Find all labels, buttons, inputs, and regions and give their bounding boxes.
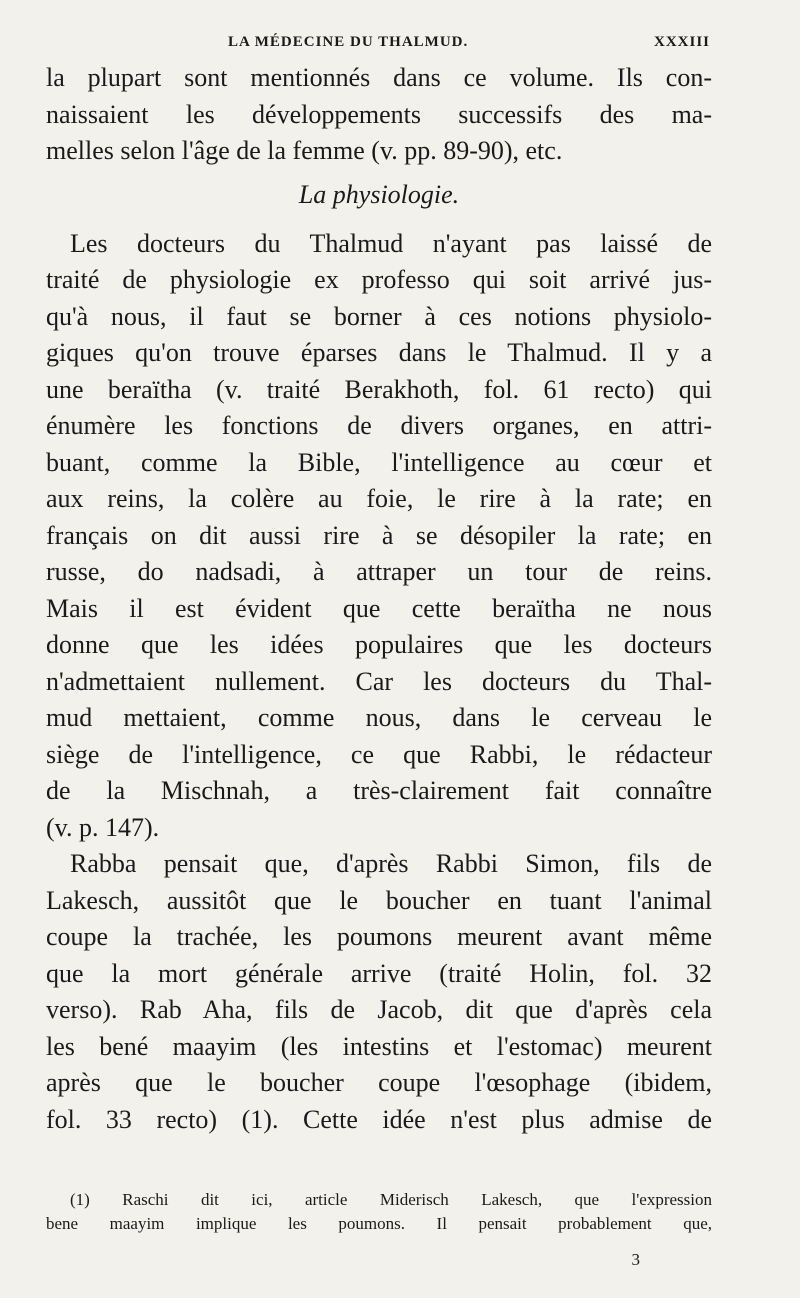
text-line: qu'à nous, il faut se borner à ces notions physiolo- [46,301,712,331]
text-line: de la Mischnah, a très-clairement fait connaître [46,776,712,805]
text-line: russe, do nadsadi, à attraper un tour de reins. [46,557,712,586]
text-line: la plupart sont mentionnés dans ce volume. Ils con- [46,63,712,92]
text-line: français on dit aussi rire à se désopiler la rate; en [46,520,712,550]
text-line: mud mettaient, comme nous, dans le cerveau le [46,703,712,732]
text-line: verso). Rab Aha, fils de Jacob, dit que d'après cela [46,995,712,1024]
page-number-roman: XXXIII [653,34,710,50]
text-line: naissaient les développements successifs des ma- [46,99,712,129]
text-line: traité de physiologie ex professo qui soit arrivé jus- [46,265,712,294]
text-line: après que le boucher coupe l'œsophage (ibidem, [46,1068,712,1097]
footnotes [46,1188,712,1236]
text-line: siège de l'intelligence, ce que Rabbi, le rédacteur [46,739,712,769]
text-line: n'admettaient nullement. Car les docteurs du Thal- [46,666,712,696]
text-line: Lakesch, aussitôt que le boucher en tuant l'animal [46,885,712,915]
footnote-line: bene maayim implique les poumons. Il pensait probablement que, [46,1214,712,1233]
text-line: que la mort générale arrive (traité Holin, fol. 32 [46,958,712,988]
text-line: Rabba pensait que, d'après Rabbi Simon, fils de [70,849,712,878]
paragraph [46,846,712,1138]
text-line: buant, comme la Bible, l'intelligence au cœur et [46,447,712,477]
body-text [46,60,712,1138]
text-line: Mais il est évident que cette beraïtha ne nous [46,593,712,623]
running-head [0,30,800,56]
text-line: Les docteurs du Thalmud n'ayant pas laissé de [70,228,712,258]
section-title: La physiologie. [298,179,460,209]
text-line: giques qu'on trouve éparses dans le Thalmud. Il y a [46,338,712,367]
text-line: (v. p. 147). [46,812,160,842]
footnote-line: (1) Raschi dit ici, article Miderisch Lakesch, que l'expression [70,1190,712,1209]
text-line: une beraïtha (v. traité Berakhoth, fol. 61 recto) qui [46,374,712,404]
text-line: fol. 33 recto) (1). Cette idée n'est plus admise de [46,1104,712,1134]
text-line: coupe la trachée, les poumons meurent avant même [46,922,712,951]
page-number: 3 [631,1250,640,1269]
paragraph [46,226,712,847]
text-line: aux reins, la colère au foie, le rire à la rate; en [46,484,712,513]
running-title: LA MÉDECINE DU THALMUD. [228,34,469,50]
text-line: les bené maayim (les intestins et l'estomac) meurent [46,1031,712,1061]
text-line: énumère les fonctions de divers organes, en attri- [46,411,712,440]
text-line: melles selon l'âge de la femme (v. pp. 89-90), etc. [46,136,563,165]
text-line: donne que les idées populaires que les docteurs [46,630,712,659]
